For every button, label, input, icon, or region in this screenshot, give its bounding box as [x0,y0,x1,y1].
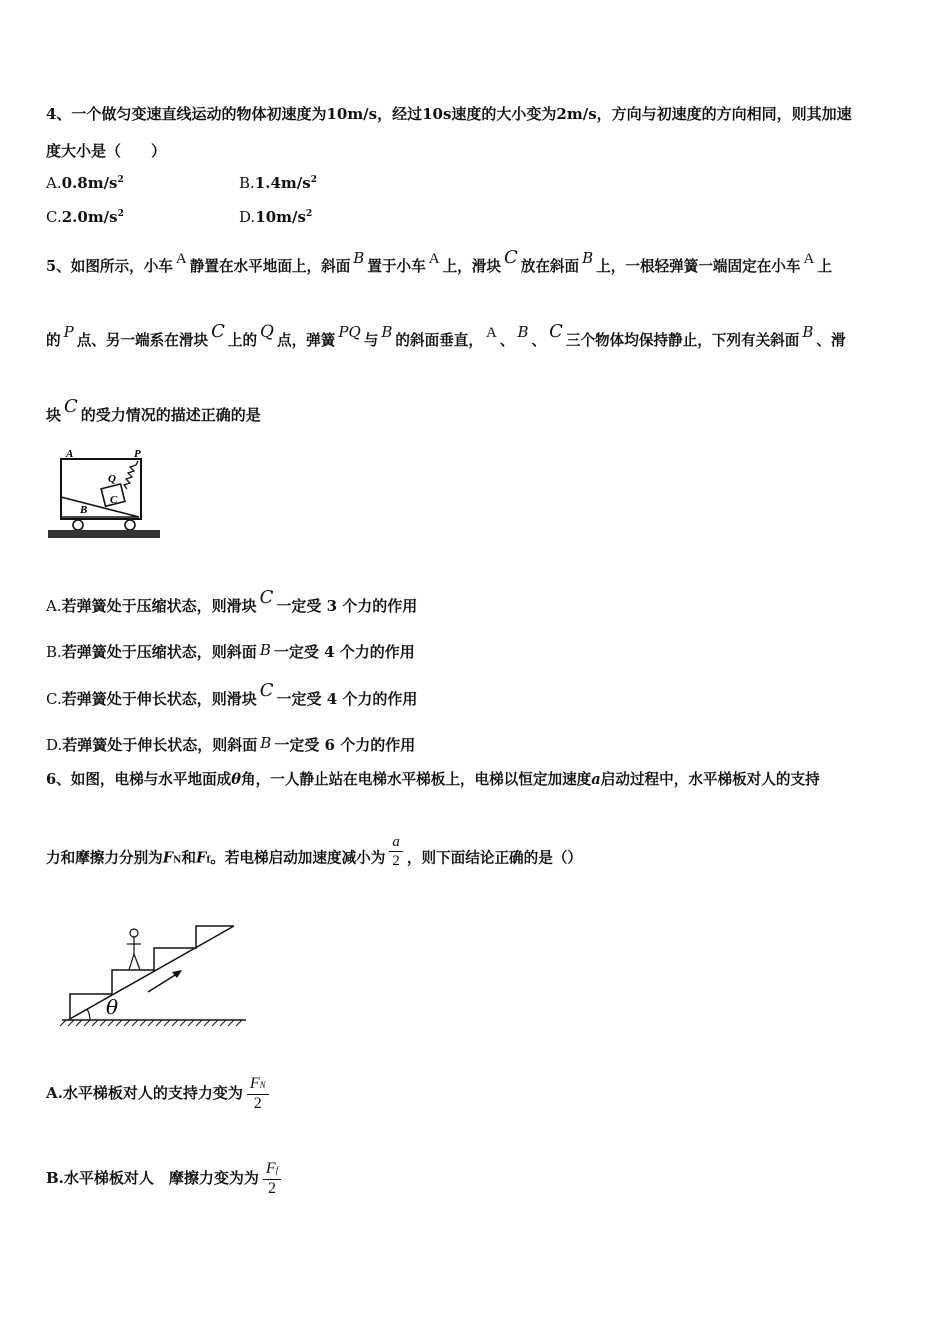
q4-option-a-text: 0.8m/s [61,174,118,192]
q5-var-c: C [64,396,78,417]
q6-option-b[interactable] [46,1160,285,1198]
q5-text: 的斜面垂直， [395,332,483,349]
q5-text: 放在斜面 [520,258,580,275]
q5-var-c: C [211,321,225,342]
q5-option-d-text: 若弹簧处于伸长状态，则斜面 [62,736,258,754]
q6-var-ff: F [195,849,207,867]
q4-option-a-letter: A. [46,174,62,192]
q6-option-a-frac-num: F [249,1075,260,1092]
q5-option-a-var: C [259,587,274,608]
q5-cart-figure [44,445,164,545]
q4-option-b-sup: 2 [310,175,317,185]
q6-text: 6、如图，电梯与水平地面成 [46,771,232,788]
q5-text: 上 [817,258,832,275]
q5-option-c[interactable] [46,680,418,709]
q5-fig-label-p: P [134,448,141,460]
q4-option-c-text: 2.0m/s [61,208,118,226]
q5-option-a[interactable] [46,587,418,616]
q5-var-c: C [503,247,518,268]
q5-text: 置于小车 [367,258,426,275]
q6-stem-line2 [46,834,583,877]
q6-option-a-frac-den: 2 [253,1095,262,1112]
q4-option-a[interactable] [46,174,124,192]
q5-stem-line3 [46,396,261,425]
q5-text: 点，弹簧 [276,332,336,349]
q5-text: 5、如图所示，小车 [46,258,173,275]
q6-option-b-frac-sub: f [275,1165,279,1175]
q5-text: 块 [46,406,62,424]
q6-option-b-frac-den: 2 [268,1180,277,1197]
q6-text: 角，一人静止站在电梯水平梯板上，电梯以恒定加速度 [241,771,592,788]
q6-option-b-frac-num: F [265,1160,276,1177]
q4-option-b-text: 1.4m/s [254,174,311,192]
q5-fig-label-c: C [110,494,118,506]
q5-var-a: A [428,251,440,267]
q5-var-b: B [381,323,393,341]
q5-var-q: Q [260,322,274,342]
q5-option-c-var: C [259,680,274,701]
q5-option-c-text-post: 一定受 4 个力的作用 [276,690,418,708]
q5-option-a-text-post: 一定受 3 个力的作用 [276,597,418,615]
q4-stem-line1: 4、一个做匀变速直线运动的物体初速度为10m/s，经过10s速度的大小变为2m/s，方向与初速度的方向相同，则其加速 [46,105,852,123]
q6-frac-num: a [389,833,403,852]
q4-option-d-sup: 2 [305,209,313,219]
q6-fig-theta: θ [106,995,119,1019]
q5-option-d-var: B [260,734,272,752]
q4-option-c-sup: 2 [117,209,124,219]
q5-stem-line1 [46,247,832,276]
q6-option-a-frac-sub: N [259,1080,266,1090]
q6-text: 启动过程中，水平梯板对人的支持 [600,771,820,788]
q6-var-ff-sub: f [206,855,211,866]
q5-var-pq: PQ [338,323,361,341]
q6-text: 力和摩擦力分别为 [46,849,163,867]
q5-option-a-text: 若弹簧处于压缩状态，则滑块 [61,597,257,615]
q6-frac-a-over-2 [389,833,403,870]
q5-var-a: A [175,251,187,267]
q5-var-a: A [485,325,497,341]
q5-text: 静置在水平地面上，斜面 [189,258,351,275]
q5-text: 、 [499,332,515,349]
q6-var-a: a [591,771,601,788]
q6-escalator-figure [56,920,256,1030]
q5-option-d-text-post: 一定受 6 个力的作用 [274,736,416,754]
q5-text: 与 [363,332,379,349]
q4-option-c-letter: C. [46,208,62,226]
q6-stem-line1 [46,768,820,789]
q5-option-d[interactable] [46,734,415,755]
q5-text: 的受力情况的描述正确的是 [80,406,261,424]
q5-var-b: B [802,323,814,341]
q5-text: 上，一根轻弹簧一端固定在小车 [596,258,801,275]
q5-var-a: A [803,251,815,267]
q5-option-b-var: B [259,641,271,659]
q6-option-b-frac [263,1160,281,1198]
q5-option-b[interactable] [46,641,415,662]
q4-option-a-sup: 2 [117,175,124,185]
q5-var-b: B [517,323,529,341]
q5-text: 的 [46,332,61,349]
q5-option-b-text: 若弹簧处于压缩状态，则斜面 [61,643,257,661]
q5-fig-label-a: A [66,448,74,460]
q6-text: 。若电梯启动加速度减小为 [210,849,386,867]
q5-var-p: P [63,323,74,341]
q5-text: 点、另一端系在滑块 [76,332,209,349]
q4-option-d[interactable] [239,208,312,226]
q5-var-b: B [353,249,365,267]
q6-text: 和 [181,849,196,867]
q5-text: 上的 [227,332,258,349]
q5-text: 、滑 [816,332,846,349]
q5-option-a-letter: A. [46,597,62,615]
q6-option-a[interactable] [46,1075,273,1113]
q4-stem-line2: 度大小是（ ） [46,142,167,160]
q5-option-b-letter: B. [46,643,62,661]
q5-var-c: C [549,321,563,342]
q6-var-theta: θ [231,771,242,788]
q4-option-c[interactable] [46,208,124,226]
q6-option-a-frac [247,1075,269,1113]
q6-var-fn: F [162,849,174,867]
q5-option-b-text-post: 一定受 4 个力的作用 [273,643,415,661]
q4-option-d-letter: D. [239,208,256,226]
q5-option-c-text: 若弹簧处于伸长状态，则滑块 [61,690,257,708]
q5-text: 、 [531,332,547,349]
q6-option-a-text: A.水平梯板对人的支持力变为 [46,1084,243,1102]
q4-option-b[interactable] [239,174,317,192]
q5-fig-label-q: Q [108,473,116,485]
q5-text: 上，滑块 [442,258,501,275]
q5-stem-line2 [46,321,846,350]
q5-var-b: B [582,249,594,267]
q5-option-c-letter: C. [46,690,62,708]
q5-fig-label-b: B [80,504,88,516]
q4-option-b-letter: B. [239,174,255,192]
q6-option-b-text: B.水平梯板对人 摩擦力变为为 [46,1169,259,1187]
q6-frac-den: 2 [392,853,400,869]
q5-text: 三个物体均保持静止，下列有关斜面 [565,332,800,349]
q5-option-d-letter: D. [46,736,63,754]
q6-text: ，则下面结论正确的是（） [406,849,583,867]
q4-option-d-text: 10m/s [255,208,306,226]
q6-var-fn-sub: N [173,855,182,866]
